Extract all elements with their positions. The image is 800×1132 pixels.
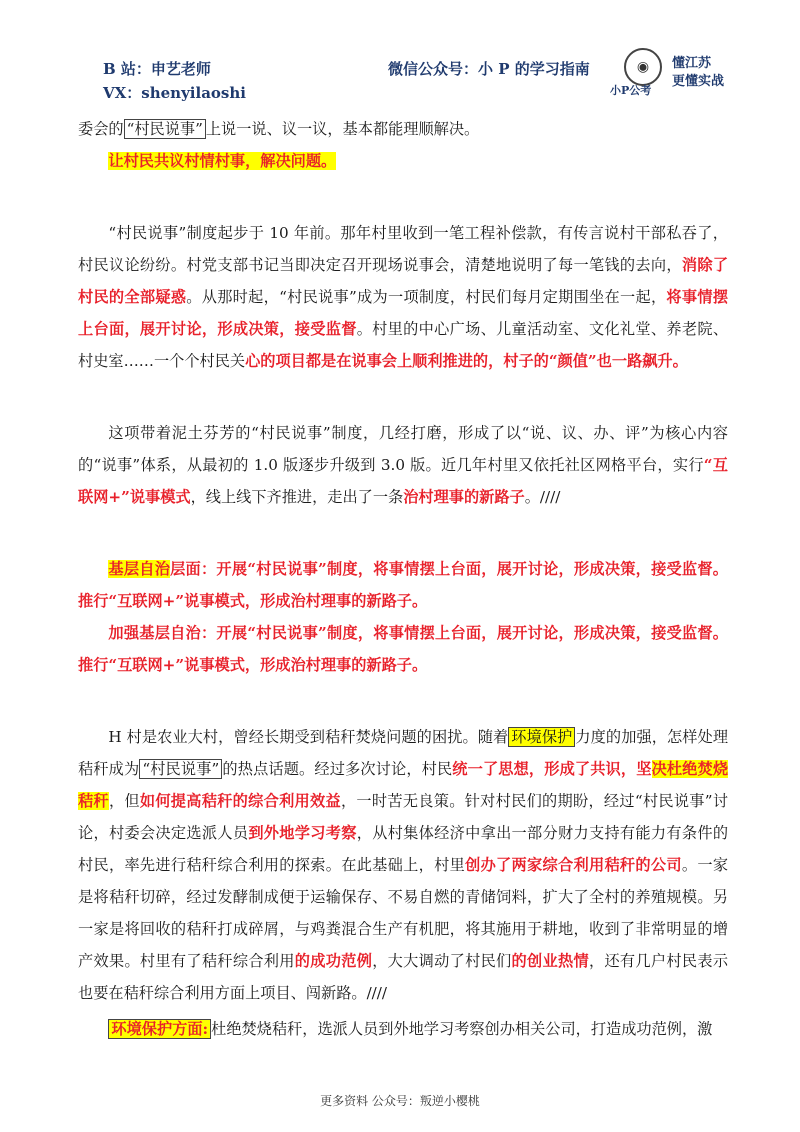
header-bilibili: B 站：申艺老师 bbox=[103, 60, 211, 78]
header-official-account: 微信公众号：小 P 的学习指南 bbox=[388, 60, 590, 78]
summary-3: 环境保护方面: 杜绝焚烧秸秆，选派人员到外地学习考察创办相关公司，打造成功范例，激 bbox=[78, 1013, 728, 1045]
page-footer: 更多资料 公众号：叛逆小樱桃 bbox=[320, 1094, 480, 1108]
owl-mascot-icon: ◉ bbox=[624, 48, 662, 86]
summary-0: 让村民共议村情村事，解决问题。 bbox=[108, 152, 337, 170]
header-wechat-id: VX：shenyilaoshi bbox=[103, 84, 246, 102]
boxed-keyword: 环境保护方面: bbox=[108, 1019, 211, 1039]
paragraph-2: 这项带着泥土芬芳的“村民说事”制度，几经打磨，形成了以“说、议、办、评”为核心内容的“说事”体系，从最初的 1.0 版逐步升级到 3.0 版。近几年村里又依托社区网格平台，实行“互联网+”说事模式，线上线下齐推进，走出了一条治村理事的新路子。//// bbox=[78, 424, 728, 506]
document-body bbox=[78, 113, 728, 1045]
brand-logo bbox=[610, 48, 740, 98]
logo-text-2: 更懂实战 bbox=[672, 74, 725, 89]
summary-2: 加强基层自治：开展“村民说事”制度，将事情摆上台面，展开讨论，形成决策，接受监督。推行“互联网+”说事模式，形成治村理事的新路子。 bbox=[78, 624, 728, 674]
logo-caption: 小P公考 bbox=[610, 84, 652, 97]
paragraph-3: H 村是农业大村，曾经长期受到秸秆焚烧问题的困扰。随着 环境保护 力度的加强，怎样处理秸秆成为 “村民说事” 的热点话题。经过多次讨论，村民统一了思想，形成了共识，坚决杜绝焚烧秸秆，但如何提高秸秆的综合利用效益，一时苦无良策。针对村民们的期盼，经过“村民说事”讨论，村委会决定选派人员到外地学习考察，从村集体经济中拿出一部分财力支持有能力有条件的村民，率先进行秸秆综合利用的探索。在此基础上，村里创办了两家综合利用秸秆的公司。一家是将秸秆切碎，经过发酵制成便于运输保存、不易自燃的青储饲料，扩大了全村的养殖规模。另一家是将回收的秸秆打成碎屑，与鸡粪混合生产有机肥，将其施用于耕地，收到了非常明显的增产效果。村里有了秸秆综合利用的成功范例，大大调动了村民们的创业热情，还有几户村民表示也要在秸秆综合利用方面上项目、闯新路。//// bbox=[78, 728, 729, 1002]
boxed-keyword: “村民说事” bbox=[139, 759, 222, 779]
paragraph-0: 委会的 “村民说事” 上说一说、议一议，基本都能理顺解决。 bbox=[78, 120, 480, 138]
boxed-keyword: “村民说事” bbox=[124, 119, 206, 139]
logo-text-1: 懂江苏 bbox=[672, 56, 712, 71]
summary-1: 基层自治层面：开展“村民说事”制度，将事情摆上台面，展开讨论，形成决策，接受监督。推行“互联网+”说事模式，形成治村理事的新路子。 bbox=[78, 560, 728, 610]
paragraph-1: “村民说事”制度起步于 10 年前。那年村里收到一笔工程补偿款，有传言说村干部私吞了，村民议论纷纷。村党支部书记当即决定召开现场说事会，清楚地说明了每一笔钱的去向，消除了村民的全部疑惑。从那时起，“村民说事”成为一项制度，村民们每月定期围坐在一起，将事情摆上台面，展开讨论，形成决策，接受监督。村里的中心广场、儿童活动室、文化礼堂、养老院、村史室……一个个村民关心的项目都是在说事会上顺利推进的，村子的“颜值”也一路飙升。 bbox=[78, 224, 729, 370]
boxed-keyword: 环境保护 bbox=[508, 727, 575, 747]
